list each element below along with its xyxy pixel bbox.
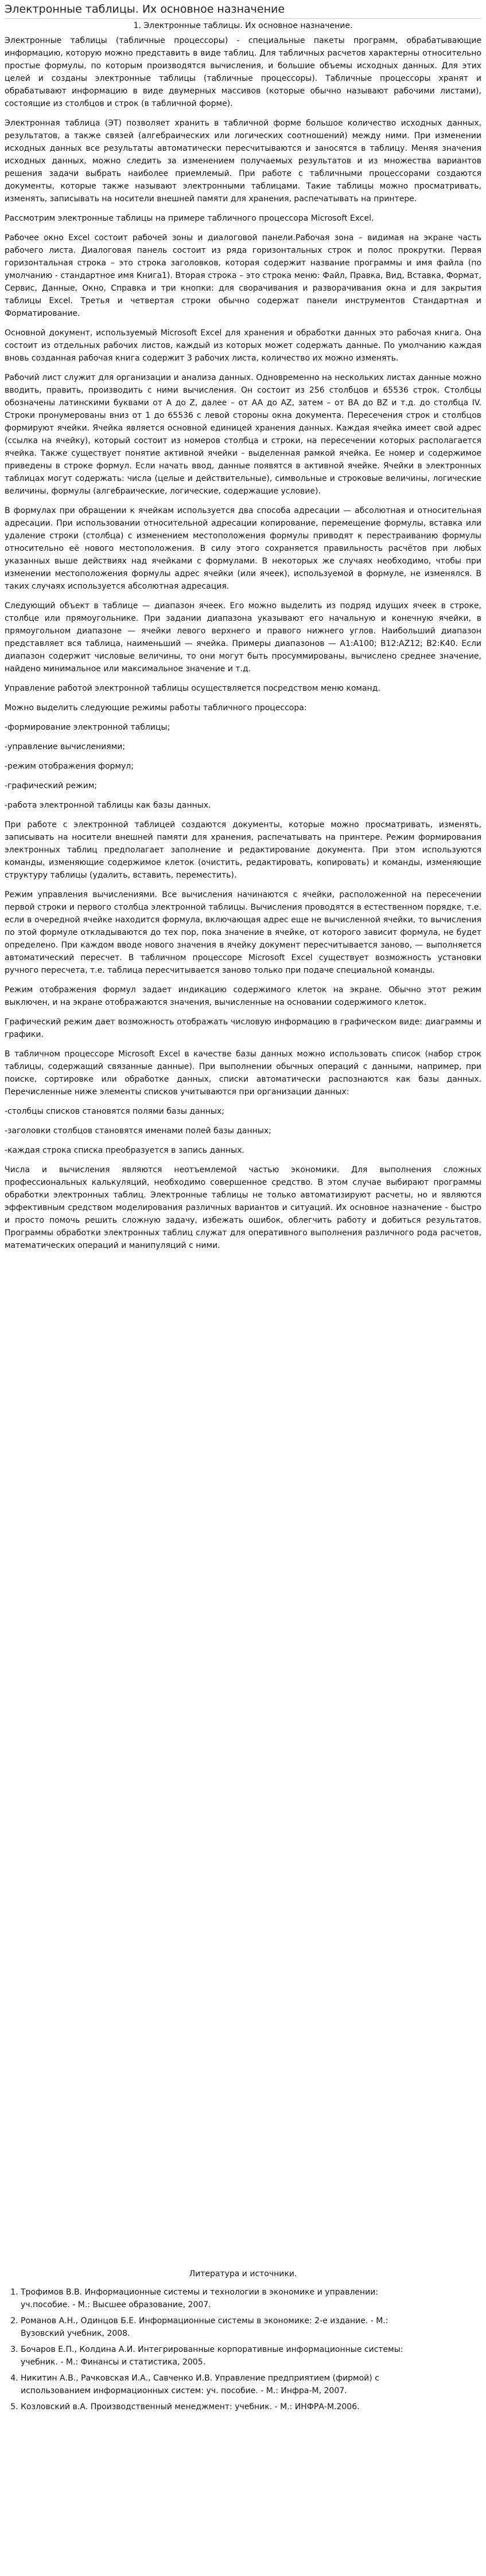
paragraph: Рассмотрим электронные таблицы на примере табличного процессора Microsoft Excel. (5, 214, 374, 223)
paragraph: Числа и вычисления являются неотъемлемой частью экономики. Для выполнения сложных профессиональных калькуляций, необходимо совершенное средство. В этом случае выбирают программы обработки электронных таблиц. Электронные таблицы не только автоматизируют расчеты, но и являются эффективным средством моделирования различных вариантов и ситуаций. Их основное назначение - быстро и просто помочь решить сложную задачу, избежать ошибок, облегчить работу и добиться результатов. Программы обработки электронных таблиц служат для оперативного выполнения различного рода расчетов, математических операций и манипуляций с ними. (5, 1165, 481, 1250)
reference-item: 3. Бочаров Е.П., Колдина А.И. Интегрированные корпоративные информационные системы: учебник. - М.: Финансы и статистика, 2005. (21, 2343, 417, 2368)
list-item: -столбцы списков становятся полями базы данных; (5, 1107, 224, 1116)
page-title: Электронные таблицы. Их основное назначение (5, 3, 285, 15)
references-heading: Литература и источники. (189, 2269, 297, 2279)
paragraph: Графический режим дает возможность отображать числовую информацию в графическом виде: диаграммы и графики. (5, 1017, 481, 1039)
paragraph: Рабочее окно Excel состоит рабочей зоны и диалоговой панели.Рабочая зона – видимая на экране часть рабочего листа. Диалоговая панель состоит из ряда горизонтальных строк и полос прокрутки. Первая горизонтальная строка – это строка заголовков, которая содержит название программы и имя файла (по умолчанию - стандартное имя Книга1). Вторая строка – это строка меню: Файл, Правка, Вид, Вставка, Формат, Сервис, Данные, Окно, Справка и три кнопки: для сворачивания и разворачивания окна и для закрытия таблицы Excel. Третья и четвертая строки обычно содержат панели инструментов Стандартная и Форматирование. (5, 233, 481, 318)
references-list (5, 2286, 417, 2417)
list-item: -режим отображения формул; (5, 762, 134, 771)
title-divider (5, 18, 481, 19)
paragraph: Электронная таблица (ЭТ) позволяет хранить в табличной форме большое количество исходных данных, результатов, а также связей (алгебраических или логических соотношений) между ними. При изменении исходных данных все результаты автоматически пересчитываются и заносятся в таблицу. Меняя значения исходных данных, можно следить за изменением получаемых результатов и из множества вариантов решения задачи выбрать наиболее приемлемый. При работе с табличными процессорами создаются документы, которые также называют электронными таблицами. Такие таблицы можно просматривать, изменять, записывать на носители внешней памяти для хранения, распечатывать на принтере. (5, 119, 481, 203)
list-item: -графический режим; (5, 781, 98, 790)
list-item: -заголовки столбцов становятся именами полей базы данных; (5, 1126, 271, 1136)
paragraph: При работе с электронной таблицей создаются документы, которые можно просматривать, изменять, записывать на носители внешней памяти для хранения, распечатывать на принтере. Режим формирования электронных таблиц предполагает заполнение и редактирование документа. При этом используются команды, изменяющие содержимое клеток (очистить, редактировать, копировать) и команды, изменяющие структуру таблицы (удалить, вставить, переместить). (5, 820, 481, 880)
article-body (5, 34, 481, 1259)
paragraph: Управление работой электронной таблицы осуществляется посредством меню команд. (5, 684, 380, 693)
list-item: -работа электронной таблицы как базы данных. (5, 801, 211, 810)
paragraph: Основной документ, используемый Microsoft Excel для хранения и обработки данных это рабочая книга. Она состоит из отдельных рабочих листов, каждый из которых может содержать данные. По умолчанию каждая вновь созданная рабочая книга содержит 3 рабочих листа, количество их можно изменять. (5, 328, 481, 363)
paragraph: Следующий объект в таблице — диапазон ячеек. Его можно выделить из подряд идущих ячеек в строке, столбце или прямоугольнике. При задании диапазона указывают его начальную и конечную ячейки, в прямоугольном диапазоне — ячейки левого верхнего и правого нижнего углов. Наибольший диапазон представляет вся таблица, наименьший — ячейка. Примеры диапазонов — A1:A100; B12:AZ12; B2:K40. Если диапазон содержит числовые величины, то они могут быть просуммированы, вычислено среднее значение, найдено минимальное или максимальное значение и т.д. (5, 601, 481, 674)
paragraph: В табличном процессоре Microsoft Excel в качестве базы данных можно использовать список (набор строк таблицы, содержащий связанные данные). При выполнении обычных операций с данными, например, при поиске, сортировке или обработке данных, списки автоматически распознаются как базы данных. Перечисленные ниже элементы списков учитываются при организации данных: (5, 1050, 481, 1097)
reference-item: 2. Романов А.Н., Одинцов Б.Е. Информационные системы в экономике: 2-е издание. - М.: Вузовский учебник, 2008. (21, 2315, 417, 2340)
paragraph: В формулах при обращении к ячейкам используется два способа адресации — абсолютная и относительная адресации. При использовании относительной адресации копирование, перемещение формулы, вставка или удаление строки (столбца) с изменением местоположения формулы приводят к перестраиванию формулы относительно её нового местоположения. В силу этого сохраняется правильность расчётов при любых указанных выше действиях над ячейками с формулами. В некоторых же случаях необходимо, чтобы при изменении местоположения формулы адрес ячейки (или ячеек), используемой в формуле, не изменялся. В таких случаях используется абсолютная адресация. (5, 506, 481, 591)
list-item: -каждая строка списка преобразуется в запись данных. (5, 1146, 244, 1155)
reference-item: 5. Козловский в.А. Производственный менеджмент: учебник. - М.: ИНФРА-М.2006. (21, 2401, 417, 2413)
paragraph: Электронные таблицы (табличные процессоры) - специальные пакеты программ, обрабатывающие информацию, которую можно представить в виде таблиц. Для табличных расчетов характерны относительно простые формулы, по которым производятся вычисления, и большие объемы исходных данных. Для этих целей и созданы электронные таблицы (табличные процессоры). Табличные процессоры хранят и обрабатывают информацию в виде двумерных массивов (которые обычно называют рабочими листами), состоящие из столбцов и строк (в табличной форме). (5, 36, 481, 108)
reference-item: 4. Никитин А.В., Рачковская И.А., Савченко И.В. Управление предприятием (фирмой) с использованием информационных систем: уч. пособие. - М.: Инфра-М, 2007. (21, 2372, 417, 2397)
list-item: -формирование электронной таблицы; (5, 723, 170, 732)
paragraph: Режим отображения формул задает индикацию содержимого клеток на экране. Обычно этот режим выключен, и на экране отображаются значения, вычисленные на основании содержимого клеток. (5, 985, 481, 1007)
paragraph: Можно выделить следующие режимы работы табличного процессора: (5, 703, 307, 712)
list-item: -управление вычислениями; (5, 742, 126, 751)
section-heading: 1. Электронные таблицы. Их основное назначение. (133, 21, 353, 30)
reference-item: 1. Трофимов В.В. Информационные системы и технологии в экономике и управлении: уч.пособие. - М.: Высшее образование, 2007. (21, 2286, 417, 2311)
paragraph: Режим управления вычислениями. Все вычисления начинаются с ячейки, расположенной на пересечении первой строки и первого столбца электронной таблицы. Вычисления проводятся в естественном порядке, т.е. если в очередной ячейке находится формула, включающая адрес еще не вычисленной ячейки, то вычисления по этой формуле откладываются до тех пор, пока значение в ячейке, от которого зависит формула, не будет определено. При каждом вводе нового значения в ячейку документ пересчитывается заново, — выполняется автоматический пересчет. В табличном процессоре Microsoft Excel существует возможность установки ручного пересчета, т.е. таблица пересчитывается заново только при подаче специальной команды. (5, 890, 481, 975)
paragraph: Рабочий лист служит для организации и анализа данных. Одновременно на нескольких листах данные можно вводить, править, производить с ними вычисления. Он состоит из 256 столбцов и 65536 строк. Столбцы обозначены латинскими буквами от A до Z, далее – от AA до AZ, затем – от BA до BZ и т.д. до столбца IV. Строки пронумерованы вниз от 1 до 65536 с левой стороны окна документа. Пересечения строк и столбцов формируют ячейки. Ячейка является основной единицей хранения данных. Каждая ячейка имеет свой адрес (ссылка на ячейку), который состоит из номеров столбца и строки, на пересечении которых располагается ячейка. Также существует понятие активной ячейки - выделенная рамкой ячейка. Ее номер и содержимое приведены в строке формул. Если начать ввод, данные появятся в активной ячейке. Ячейки в электронных таблицах могут содержать: числа (целые и действительные), символьные и строковые величины, логические величины, формулы (алгебраические, логические, содержащие условие). (5, 373, 481, 496)
